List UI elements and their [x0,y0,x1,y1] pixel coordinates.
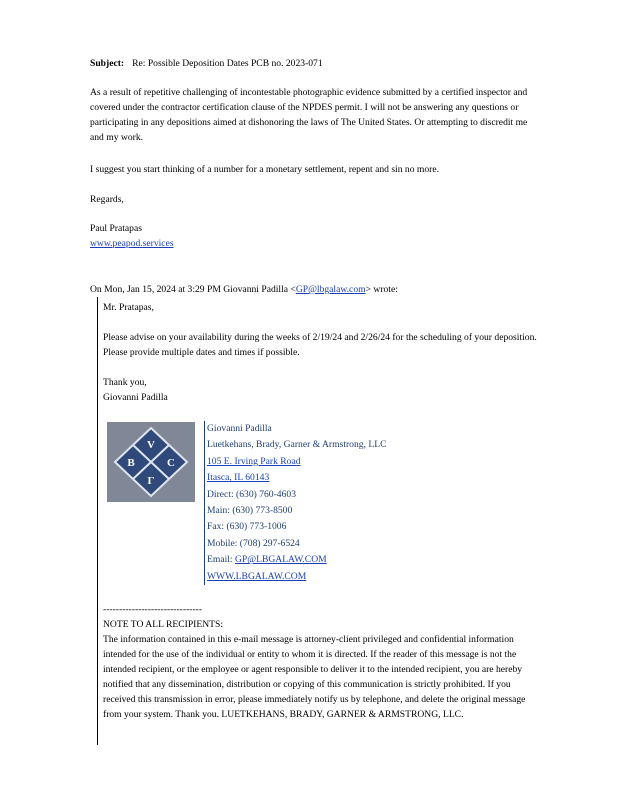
quoted-header-suffix: > wrote: [365,284,398,295]
quoted-header [90,282,550,297]
card-name: Giovanni Padilla [207,423,272,434]
confidentiality-notice: The information contained in this e-mail message is attorney-client privileged and confidential information intended for the use of the individual or entity to whom it is directed. If the reader of this message is not the intended recipient, or the employee or agent responsible to deliver it to the intended recipient, you are hereby notified that any dissemination, distribution or copying of this communication is strictly prohibited. If you received this transmission in error, please immediately notify us by telephone, and delete the original message from your system. Thank you. LUETKEHANS, BRADY, GARNER & ARMSTRONG, LLC. [103,634,526,720]
quoted-greeting: Mr. Pratapas, [103,302,154,313]
subject-line [90,56,540,71]
logo-letter-right: C [167,457,175,469]
subject-label: Subject: [90,58,125,69]
card-fax: Fax: (630) 773-1006 [207,521,287,533]
card-email-label: Email: [207,554,235,566]
reply-paragraph-2: I suggest you start thinking of a number for a monetary settlement, repent and sin no more. [90,164,440,175]
quoted-message [97,297,548,745]
card-mobile-phone: Mobile: (708) 297-6524 [207,537,300,549]
card-direct-phone: Direct: (630) 760-4603 [207,488,296,500]
quoted-sender-email-link[interactable]: GP@lbgalaw.com [295,284,366,295]
quoted-header-prefix: On Mon, Jan 15, 2024 at 3:29 PM Giovanni Padilla < [90,284,296,295]
contact-card [204,421,507,585]
firm-logo-icon [107,422,195,502]
notice-title: NOTE TO ALL RECIPIENTS: [103,619,224,630]
card-address-line2-link[interactable]: Itasca, IL 60143 [207,472,270,484]
card-address-line1-link[interactable]: 105 E. Irving Park Road [207,455,301,467]
quoted-body: Please advise on your availability during the weeks of 2/19/24 and 2/26/24 for the scheduling of your deposition. Please provide multiple dates and times if possible. [103,332,537,358]
quoted-thanks: Thank you, [103,377,147,388]
signature-name: Paul Pratapas [90,223,142,234]
firm-logo [107,422,195,502]
card-website-link[interactable]: WWW.LBGALAW.COM [207,570,307,582]
logo-letter-bottom: Γ [147,475,155,487]
card-email-link[interactable]: GP@LBGALAW.COM [234,554,327,566]
signature-website-link[interactable]: www.peapod.services [90,238,174,249]
card-firm: Luetkehans, Brady, Garner & Armstrong, LLC [207,439,387,451]
subject-text: Re: Possible Deposition Dates PCB no. 2023-071 [132,58,323,69]
card-main-phone: Main: (630) 773-8500 [207,505,293,517]
regards-text: Regards, [90,194,124,205]
notice-divider: ------------------------------- [103,604,203,615]
logo-letter-left: B [127,457,135,469]
reply-paragraph-1: As a result of repetitive challenging of incontestable photographic evidence submitted by a certified inspector and covered under the contractor certification clause of the NPDES permit. I will not be answering any questions or participating in any depositions aimed at dishonoring the laws of The United States. Or attempting to discredit me and my work. [90,87,528,143]
quoted-sender-name: Giovanni Padilla [103,392,168,403]
logo-letter-top: V [147,439,155,451]
